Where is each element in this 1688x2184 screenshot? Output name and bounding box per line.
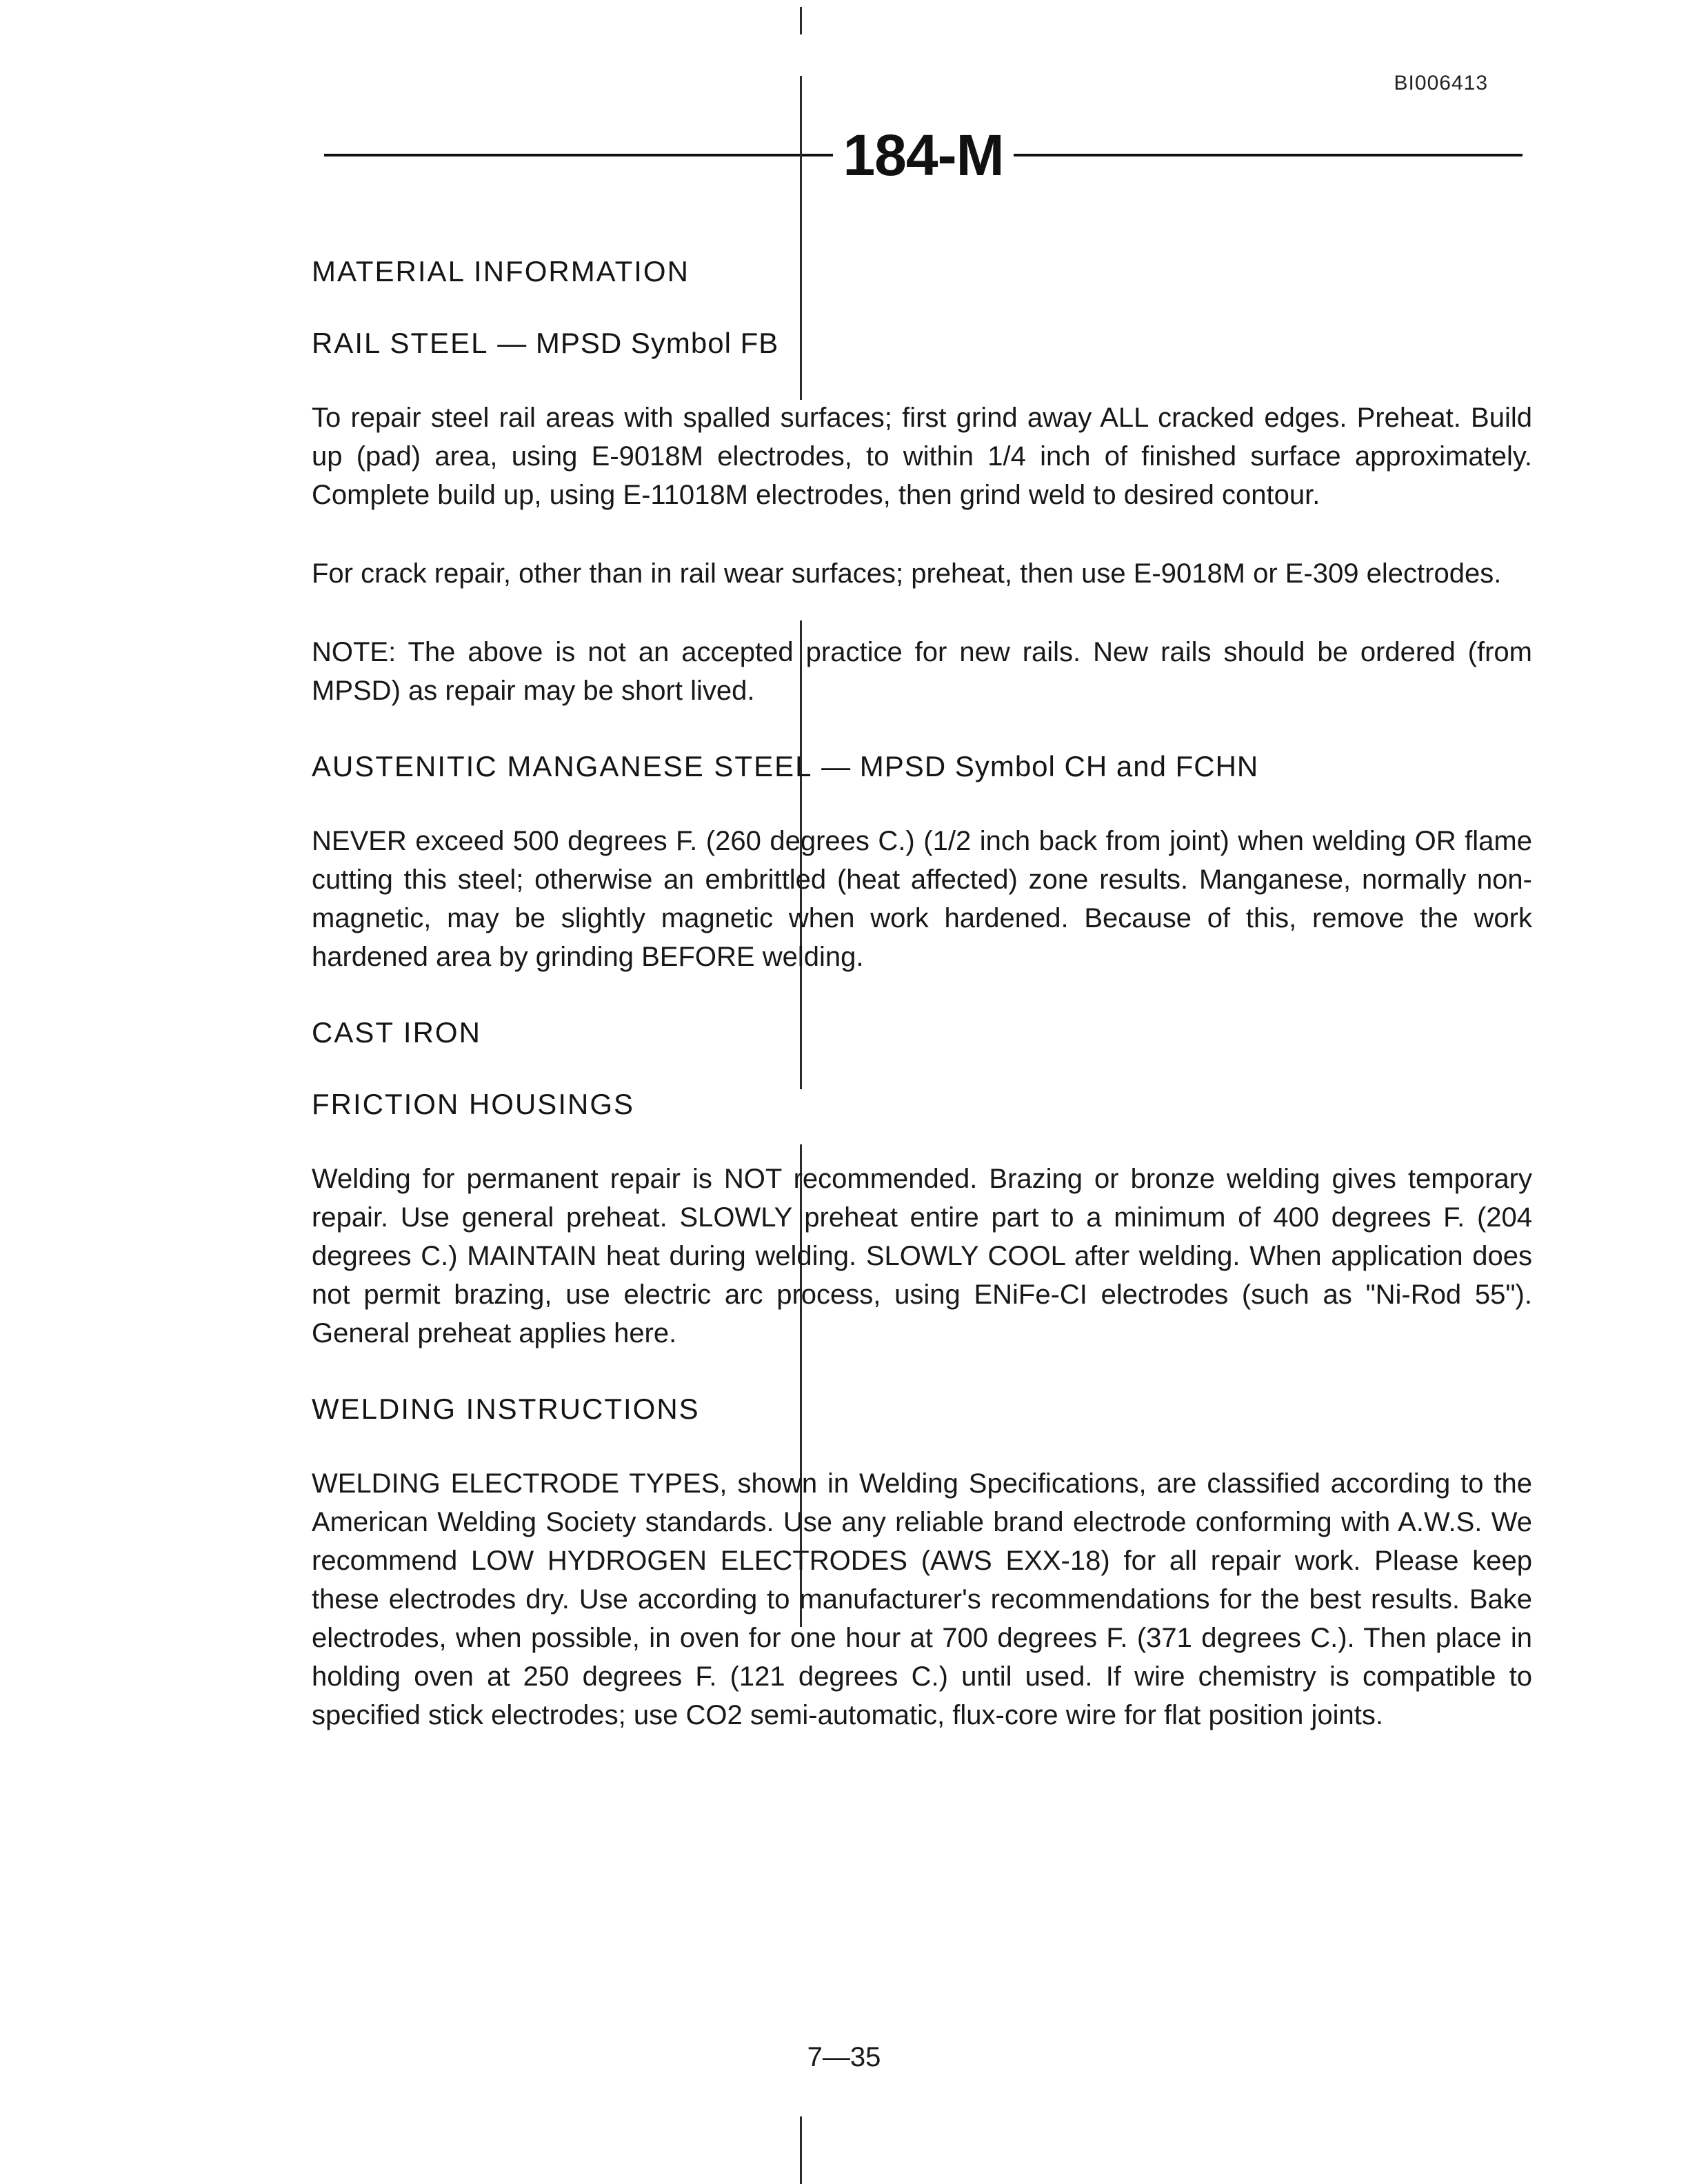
welding-instructions-heading: WELDING INSTRUCTIONS [312,1393,700,1425]
rail-repair-paragraph: To repair steel rail areas with spalled surfaces; first grind away ALL cracked edges. Preheat. Build up (pad) area, using E-9018M electrodes, to within 1/4 inch of finished surface approximately. Complete build up, using E-11018M electrodes, then grind weld to desired contour. [312,403,1532,510]
header-title: 184-M [843,122,1004,188]
friction-housings-paragraph: Welding for permanent repair is NOT recommended. Brazing or bronze welding gives temporary repair. Use general preheat. SLOWLY preheat entire part to a minimum of 400 degrees F. (204 degrees C.) MAINTAIN heat during welding. SLOWLY COOL after welding. When application does not permit brazing, use electric arc process, using ENiFe-CI electrodes (such as "Ni-Rod 55"). General preheat applies here. [312,1164,1532,1348]
header-rule-right [1014,154,1523,156]
header-rule-left [324,154,833,156]
welding-instructions-paragraph: WELDING ELECTRODE TYPES, shown in Welding Specifications, are classified according to the American Welding Society standards. Use any reliable brand electrode conforming with A.W.S. We recommend LOW HYDROGEN ELECTRODES (AWS EXX-18) for all repair work. Please keep these electrodes dry. Use according to manufacturer's recommendations for the best results. Bake electrodes, when possible, in oven for one hour at 700 degrees F. (371 degrees C.). Then place in holding oven at 250 degrees F. (121 degrees C.) until used. If wire chemistry is compatible to specified stick electrodes; use CO2 semi-automatic, flux-core wire for flat position joints. [312,1468,1532,1730]
material-information-heading: MATERIAL INFORMATION [312,255,690,287]
friction-housings-heading: FRICTION HOUSINGS [312,1088,635,1120]
manganese-steel-heading [312,750,1532,783]
rail-steel-heading [312,327,1532,360]
fold-line-bottom [800,2116,802,2184]
crack-repair-paragraph: For crack repair, other than in rail wear surfaces; preheat, then use E-9018M or E-309 electrodes. [312,558,1502,589]
rail-note-paragraph: NOTE: The above is not an accepted practice for new rails. New rails should be ordered (from MPSD) as repair may be short lived. [312,637,1532,706]
cast-iron-heading: CAST IRON [312,1016,481,1049]
page-content [312,255,1532,1775]
document-id: BI006413 [1394,72,1488,94]
rail-steel-title: RAIL STEEL [312,327,489,359]
fold-line-top [800,7,802,34]
manganese-steel-title: AUSTENITIC MANGANESE STEEL [312,750,813,782]
page-header [324,117,1523,193]
page-number: 7—35 [807,2042,881,2072]
manganese-steel-symbol: — MPSD Symbol CH and FCHN [812,750,1259,782]
manganese-paragraph: NEVER exceed 500 degrees F. (260 degrees C.) (1/2 inch back from joint) when welding OR flame cutting this steel; otherwise an embrittled (heat affected) zone results. Manganese, normally non-magnetic, may be slightly magnetic when work hardened. Because of this, remove the work hardened area by grinding BEFORE welding. [312,826,1532,972]
rail-steel-symbol: — MPSD Symbol FB [488,327,779,359]
